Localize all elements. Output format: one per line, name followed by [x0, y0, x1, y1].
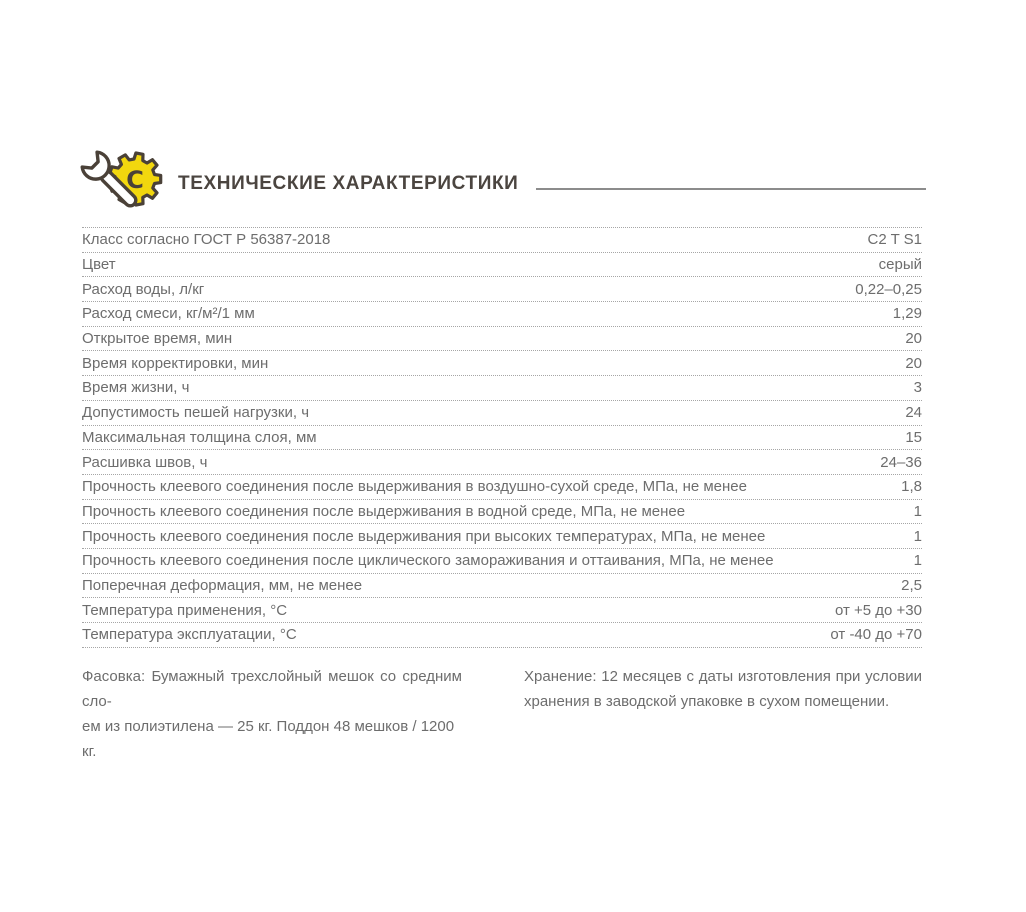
- spec-value: от -40 до +70: [830, 626, 922, 644]
- spec-label: Прочность клеевого соединения после выдерживания в воздушно-сухой среде, МПа, не менее: [82, 478, 747, 496]
- spec-label: Максимальная толщина слоя, мм: [82, 428, 317, 446]
- spec-row: [82, 302, 922, 327]
- spec-row: [82, 351, 922, 376]
- spec-row: [82, 524, 922, 549]
- spec-value: 1: [913, 502, 922, 520]
- spec-row: [82, 450, 922, 475]
- spec-label: Прочность клеевого соединения после выдерживания при высоких температурах, МПа, не менее: [82, 527, 766, 545]
- spec-value: 1: [913, 527, 922, 545]
- spec-row: [82, 277, 922, 302]
- spec-value: 3: [913, 379, 922, 397]
- spec-label: Расход воды, л/кг: [82, 280, 205, 298]
- spec-value: 1,29: [892, 305, 922, 323]
- spec-label: Температура применения, °С: [82, 601, 288, 619]
- packing-line-2: ем из полиэтилена — 25 кг. Поддон 48 мешков / 1200 кг.: [82, 718, 455, 760]
- spec-label: Температура эксплуатации, °С: [82, 626, 297, 644]
- spec-table: [82, 227, 922, 648]
- spec-label: Расход смеси, кг/м²/1 мм: [82, 305, 255, 323]
- spec-value: 20: [905, 330, 922, 348]
- spec-label: Расшивка швов, ч: [82, 453, 208, 471]
- wrench-gear-icon: [74, 146, 166, 222]
- spec-row: [82, 598, 922, 623]
- spec-label: Открытое время, мин: [82, 330, 233, 348]
- spec-value: 1,8: [901, 478, 922, 496]
- spec-row: [82, 376, 922, 401]
- storage-line-1: Хранение: 12 месяцев с даты изготовления при условии: [524, 668, 922, 685]
- header-rule: [536, 188, 926, 190]
- spec-value: 15: [905, 428, 922, 446]
- gear-letter: C: [126, 166, 144, 194]
- spec-row: [82, 549, 922, 574]
- storage-note: [524, 664, 922, 764]
- spec-value: серый: [878, 256, 922, 274]
- packing-line-1: Фасовка: Бумажный трехслойный мешок со средним сло-: [82, 668, 462, 710]
- spec-label: Класс согласно ГОСТ Р 56387-2018: [82, 231, 331, 249]
- spec-row: [82, 253, 922, 278]
- section-header: [74, 145, 926, 223]
- spec-row: [82, 228, 922, 253]
- spec-row: [82, 475, 922, 500]
- spec-label: Поперечная деформация, мм, не менее: [82, 576, 363, 594]
- spec-value: 1: [913, 552, 922, 570]
- spec-value: 24–36: [880, 453, 922, 471]
- spec-value: C2 T S1: [867, 231, 922, 249]
- spec-label: Время корректировки, мин: [82, 354, 269, 372]
- spec-label: Допустимость пешей нагрузки, ч: [82, 404, 310, 422]
- spec-row: [82, 426, 922, 451]
- spec-label: Прочность клеевого соединения после циклического замораживания и оттаивания, МПа, не менее: [82, 552, 774, 570]
- spec-value: 0,22–0,25: [855, 280, 922, 298]
- footer-notes: [82, 664, 922, 764]
- spec-value: от +5 до +30: [834, 601, 922, 619]
- spec-value: 24: [905, 404, 922, 422]
- packing-note: [82, 664, 462, 764]
- spec-row: [82, 500, 922, 525]
- storage-line-2: хранения в заводской упаковке в сухом помещении.: [524, 693, 890, 710]
- spec-row: [82, 401, 922, 426]
- spec-value: 20: [905, 354, 922, 372]
- spec-label: Время жизни, ч: [82, 379, 190, 397]
- spec-row: [82, 574, 922, 599]
- spec-label: Цвет: [82, 256, 116, 274]
- spec-row: [82, 327, 922, 352]
- spec-label: Прочность клеевого соединения после выдерживания в водной среде, МПа, не менее: [82, 502, 686, 520]
- section-title: ТЕХНИЧЕСКИЕ ХАРАКТЕРИСТИКИ: [178, 173, 519, 194]
- spec-value: 2,5: [901, 576, 922, 594]
- spec-row: [82, 623, 922, 648]
